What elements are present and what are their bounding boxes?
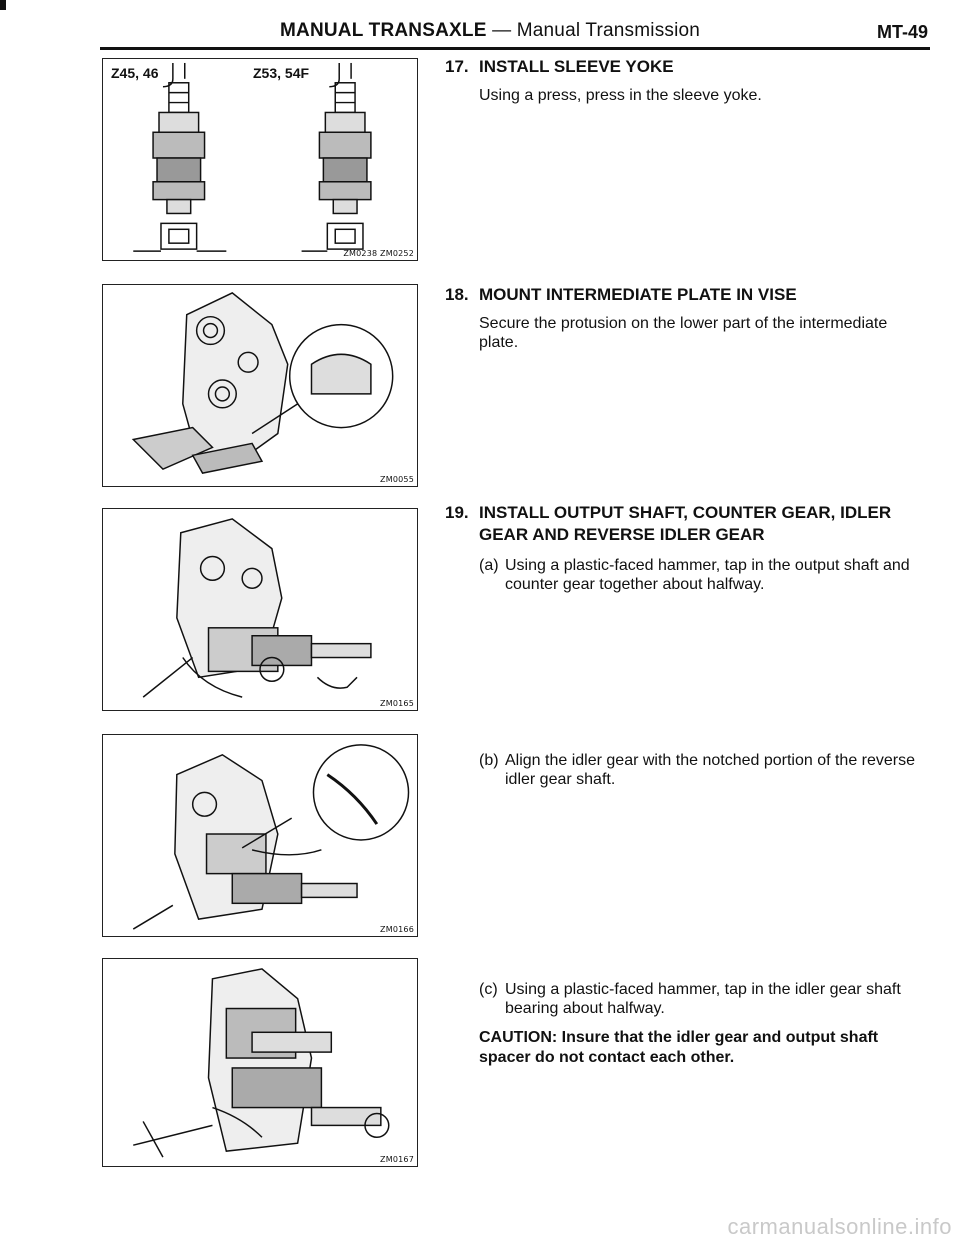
figure-code: ZM0167 — [380, 1155, 414, 1164]
figure-label-z53: Z53, 54F — [253, 65, 310, 81]
corner-mark — [0, 0, 6, 10]
figure-code: ZM0055 — [380, 475, 414, 484]
sub-step-text: Using a plastic-faced hammer, tap in the idler gear shaft bearing about halfway. — [505, 981, 901, 1017]
step-title: INSTALL OUTPUT SHAFT, COUNTER GEAR, IDLER GEAR AND REVERSE IDLER GEAR — [479, 503, 892, 544]
sub-step-b — [445, 751, 925, 789]
step-heading — [445, 56, 925, 78]
watermark: carmanualsonline.info — [727, 1214, 952, 1239]
figure-code: ZM0238 ZM0252 — [343, 249, 414, 258]
sub-step-letter: (a) — [479, 557, 499, 574]
figure-idler-shaft-bearing — [102, 958, 418, 1167]
press-illustration — [103, 59, 417, 260]
step-number: 18. — [445, 285, 469, 304]
figure-sleeve-yoke-press — [102, 58, 418, 261]
title-sub: — Manual Transmission — [492, 20, 701, 41]
idler-gear-illustration — [103, 735, 417, 936]
title-main: MANUAL TRANSAXLE — [280, 20, 487, 41]
figure-code: ZM0165 — [380, 699, 414, 708]
step-title: MOUNT INTERMEDIATE PLATE IN VISE — [479, 285, 797, 304]
step-19b — [445, 751, 925, 789]
figure-intermediate-plate-vise — [102, 284, 418, 487]
step-text: Secure the protusion on the lower part of the intermediate plate. — [479, 315, 888, 351]
output-shaft-illustration — [103, 509, 417, 710]
step-number: 19. — [445, 503, 469, 522]
step-18 — [445, 284, 925, 352]
page-number: MT-49 — [876, 22, 928, 42]
step-heading — [445, 502, 925, 546]
sub-step-letter: (b) — [479, 752, 499, 769]
idler-bearing-illustration — [103, 959, 417, 1166]
sub-step-letter: (c) — [479, 981, 498, 998]
page-title — [280, 20, 700, 42]
sub-step-text: Align the idler gear with the notched portion of the reverse idler gear shaft. — [505, 752, 916, 788]
vise-illustration — [103, 285, 417, 486]
sub-step-a — [445, 556, 925, 594]
step-19c — [445, 980, 925, 1068]
sub-step-c — [445, 980, 925, 1018]
step-19 — [445, 502, 925, 594]
step-17 — [445, 56, 925, 105]
step-number: 17. — [445, 57, 469, 76]
step-text: Using a press, press in the sleeve yoke. — [479, 87, 762, 104]
step-heading — [445, 284, 925, 306]
header-rule — [100, 47, 930, 50]
figure-idler-gear-align — [102, 734, 418, 937]
caution-note: CAUTION: Insure that the idler gear and output shaft spacer do not contact each other. — [479, 1029, 879, 1066]
page-header — [100, 10, 930, 44]
figure-label-z45: Z45, 46 — [111, 65, 159, 81]
figure-output-shaft-counter-gear — [102, 508, 418, 711]
step-title: INSTALL SLEEVE YOKE — [479, 57, 674, 76]
sub-step-text: Using a plastic-faced hammer, tap in the output shaft and counter gear together about halfway. — [505, 557, 910, 593]
figure-code: ZM0166 — [380, 925, 414, 934]
